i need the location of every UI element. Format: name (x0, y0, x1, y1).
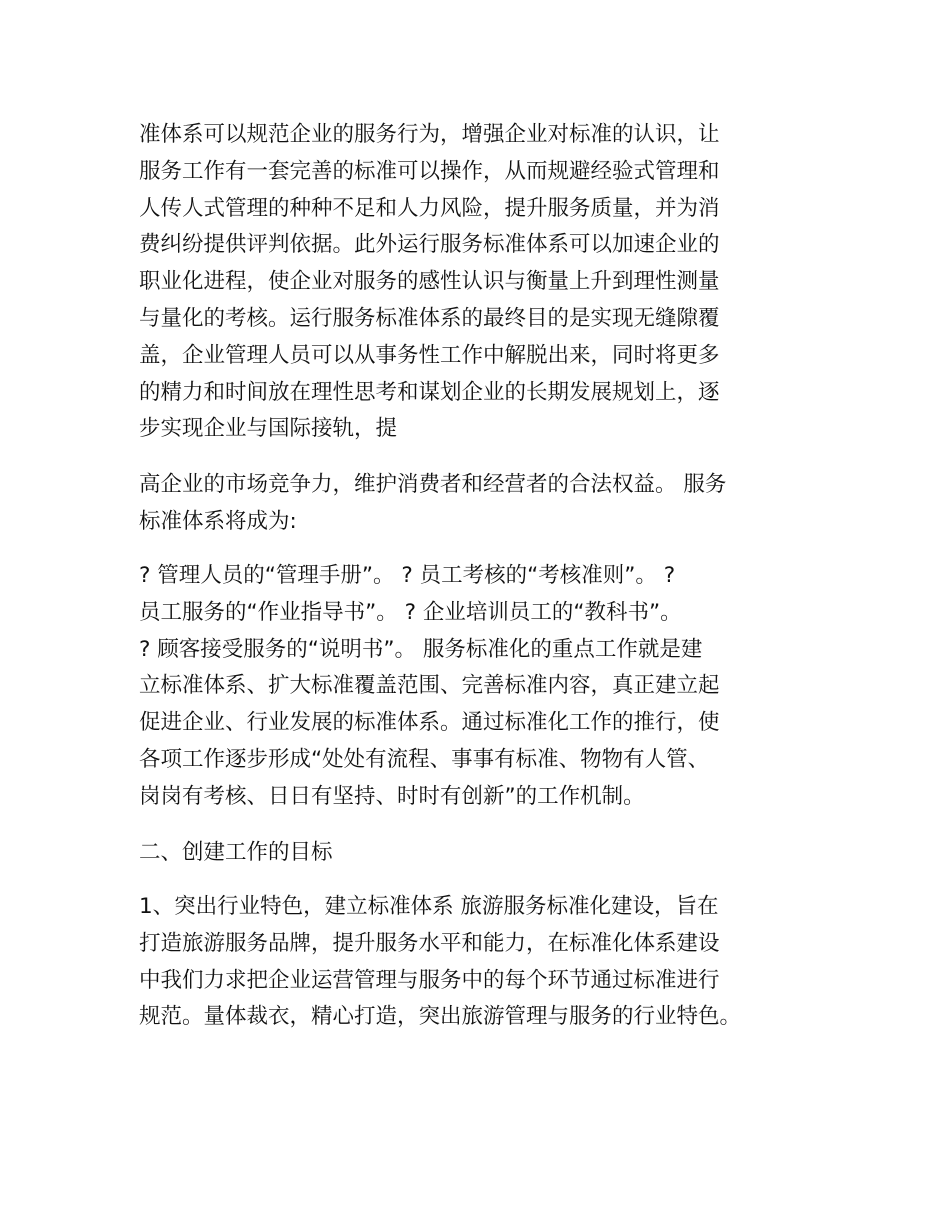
section-heading (139, 835, 809, 872)
text-line: 促进企业、行业发展的标准体系。通过标准化工作的推行，使 (139, 710, 720, 736)
text-line: 职业化进程，使企业对服务的感性认识与衡量上升到理性测量 (139, 269, 720, 295)
text-line: ? 管理人员的“管理手册”。 ? 员工考核的“考核准则”。 ? (139, 563, 676, 588)
body-paragraph (139, 889, 809, 1036)
text-line: 员工服务的“作业指导书”。 ? 企业培训员工的“教科书”。 (139, 599, 682, 625)
text-line: 高企业的市场竞争力，维护消费者和经营者的合法权益。 服务 (139, 472, 727, 497)
text-line: 岗岗有考核、日日有坚持、时时有创新”的工作机制。 (139, 783, 645, 809)
text-line: 标准体系将成为: (139, 508, 297, 534)
text-line: 立标准体系、扩大标准覆盖范围、完善标准内容，真正建立起 (139, 673, 720, 699)
body-paragraph (139, 117, 809, 448)
heading-text: 二、创建工作的目标 (139, 840, 333, 865)
text-line: 打造旅游服务品牌，提升服务水平和能力，在标准化体系建设 (139, 930, 720, 956)
text-line: 与量化的考核。运行服务标准体系的最终目的是实现无缝隙覆 (139, 305, 720, 331)
text-line: 准体系可以规范企业的服务行为，增强企业对标准的认识，让 (139, 122, 720, 147)
text-line: 人传人式管理的种种不足和人力风险，提升服务质量，并为消 (139, 195, 720, 221)
text-line: 服务工作有一套完善的标准可以操作，从而规避经验式管理和 (139, 158, 720, 184)
text-line: 步实现企业与国际接轨，提 (139, 416, 398, 442)
text-line: 的精力和时间放在理性思考和谋划企业的长期发展规划上，逐 (139, 379, 720, 405)
text-line: 盖，企业管理人员可以从事务性工作中解脱出来，同时将更多 (139, 342, 720, 368)
text-line: 费纠纷提供评判依据。此外运行服务标准体系可以加速企业的 (139, 232, 720, 258)
text-line: 各项工作逐步形成“处处有流程、事事有标准、物物有人管、 (139, 746, 710, 772)
body-paragraph (139, 558, 809, 816)
text-line: 1、突出行业特色，建立标准体系 旅游服务标准化建设，旨在 (139, 894, 719, 919)
text-line: ? 顾客接受服务的“说明书”。 服务标准化的重点工作就是建 (139, 636, 703, 662)
text-line: 中我们力求把企业运营管理与服务中的每个环节通过标准进行 (139, 967, 720, 993)
body-paragraph (139, 467, 809, 541)
text-line: 规范。量体裁衣，精心打造，突出旅游管理与服务的行业特色。 (139, 1004, 742, 1030)
